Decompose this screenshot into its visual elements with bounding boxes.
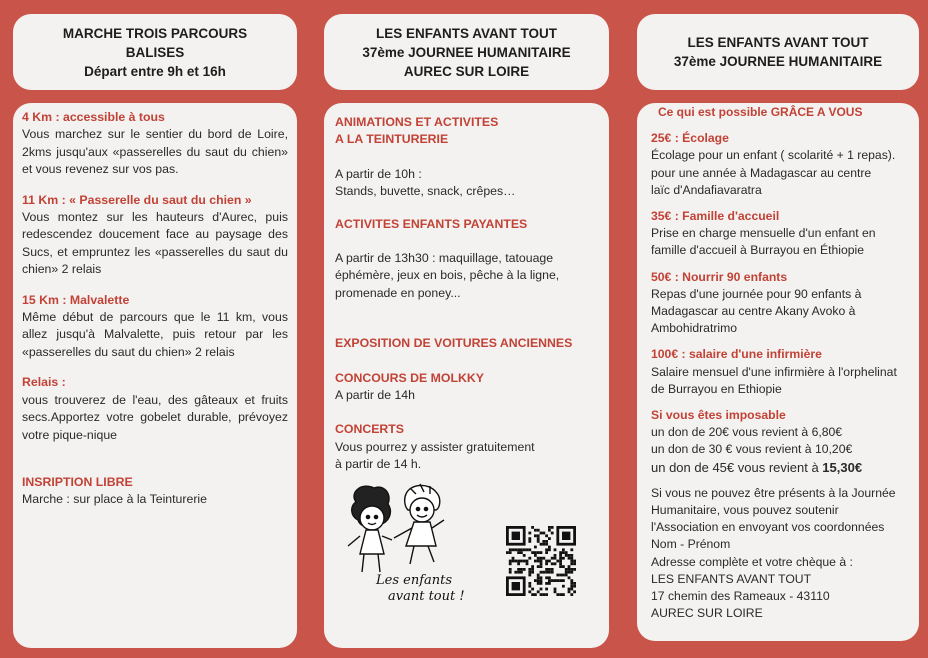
contact-line: l'Association en envoyant vos coordonnées xyxy=(651,520,885,535)
col3-header-line2: 37ème JOURNEE HUMANITAIRE xyxy=(673,54,883,69)
donation-item-line: laïc d'Andafiavaratra xyxy=(651,182,762,197)
route-4km-title: 4 Km : accessible à tous xyxy=(22,110,165,124)
route-4km xyxy=(22,109,288,179)
tax-line3-value: 15,30€ xyxy=(822,459,863,475)
expo-title: EXPOSITION DE VOITURES ANCIENNES xyxy=(335,336,573,351)
donation-item-line: famille d'accueil à Burrayou en Éthiopie xyxy=(651,243,865,258)
donation-item xyxy=(651,130,907,199)
donation-item-line: Salaire mensuel d'une infirmière à l'orphelinat xyxy=(651,364,897,379)
tax-line2: un don de 30 € vous revient à 10,20€ xyxy=(651,442,853,457)
donation-item xyxy=(651,269,907,338)
animations-line1: A partir de 10h : xyxy=(335,166,422,181)
col2-header-line3: AUREC SUR LOIRE xyxy=(403,63,530,79)
contact-line: Si vous ne pouvez être présents à la Journée xyxy=(651,485,896,500)
donation-item-line: Ambohidratrimo xyxy=(651,321,738,336)
donation-item-title: 35€ : Famille d'accueil xyxy=(651,209,780,224)
qr-code[interactable] xyxy=(506,526,576,596)
relais-title: Relais : xyxy=(22,375,66,390)
donation-item-line: Madagascar au centre Akany Avoko à xyxy=(651,304,856,319)
col2-header-line1: LES ENFANTS AVANT TOUT xyxy=(375,25,557,41)
col2-header-line2: 37ème JOURNEE HUMANITAIRE xyxy=(362,44,571,60)
animations-title-2: A LA TEINTURERIE xyxy=(335,132,449,147)
concerts-line1: Vous pourrez y assister gratuitement xyxy=(335,439,535,454)
col1-body-card xyxy=(13,103,297,648)
molkky-title: CONCOURS DE MOLKKY xyxy=(335,370,484,385)
col3-intro: Ce qui est possible GRÂCE A VOUS xyxy=(658,105,863,119)
concerts-line2: à partir de 14 h. xyxy=(335,457,422,472)
route-11km xyxy=(22,192,288,279)
donation-item-title: 25€ : Écolage xyxy=(651,131,729,146)
tax-section xyxy=(651,407,907,476)
col1-header-line2: BALISES xyxy=(125,44,185,60)
animations-line2: Stands, buvette, snack, crêpes… xyxy=(335,184,516,199)
contact-line: AUREC SUR LOIRE xyxy=(651,606,763,621)
donation-item-title: 100€ : salaire d'une infirmière xyxy=(651,347,822,362)
contact-line: LES ENFANTS AVANT TOUT xyxy=(651,571,812,586)
donation-item-line: Repas d'une journée pour 90 enfants à xyxy=(651,286,862,301)
col2-header-card xyxy=(324,14,609,90)
donation-item-line: de Burrayou en Ethiopie xyxy=(651,381,782,396)
molkky-text: A partir de 14h xyxy=(335,388,415,403)
tax-line1: un don de 20€ vous revient à 6,80€ xyxy=(651,425,843,440)
donation-item-line: Écolage pour un enfant ( scolarité + 1 repas). xyxy=(651,148,896,163)
tax-line3-prefix: un don de 45€ vous revient à xyxy=(651,459,823,475)
col3-header-line1: LES ENFANTS AVANT TOUT xyxy=(687,35,869,50)
tax-line3 xyxy=(651,459,907,476)
route-15km-title: 15 Km : Malvalette xyxy=(22,292,130,307)
donation-item-line: pour une année à Madagascar au centre xyxy=(651,165,872,180)
inscription-text: Marche : sur place à la Teinturerie xyxy=(22,492,207,507)
left-child-figure xyxy=(348,486,392,572)
contact-section xyxy=(651,485,907,623)
contact-line: Adresse complète et votre chèque à : xyxy=(651,554,853,569)
tax-title: Si vous êtes imposable xyxy=(651,408,786,423)
relais-text: vous trouverez de l'eau, des gâteaux et fruits secs.Apportez votre gobelet durable, prévoyez votre pique-nique xyxy=(22,392,288,442)
relais-section xyxy=(22,374,288,444)
route-11km-text: Vous montez sur les hauteurs d'Aurec, puis redescendez doucement face au paysage des Sucs, et empruntez les «passerelles du saut du chien» 2 relais xyxy=(22,210,288,277)
inscription-section xyxy=(22,474,288,509)
route-15km xyxy=(22,292,288,362)
logo-text-1: Les enfants xyxy=(376,573,453,588)
logo-text-2: avant tout ! xyxy=(388,589,465,604)
right-child-figure xyxy=(394,484,444,564)
contact-line: Humanitaire, vous pouvez soutenir xyxy=(651,503,839,518)
donation-item xyxy=(651,208,907,260)
concerts-title: CONCERTS xyxy=(335,422,405,437)
inscription-title: INSRIPTION LIBRE xyxy=(22,474,133,489)
donation-item xyxy=(651,346,907,398)
contact-line: 17 chemin des Rameaux - 43110 xyxy=(651,589,830,604)
route-11km-title: 11 Km : « Passerelle du saut du chien » xyxy=(22,192,252,207)
route-4km-text: Vous marchez sur le sentier du bord de Loire, 2kms jusqu'aux «passerelles du saut du chien» et vous revenez sur vos pas. xyxy=(22,127,288,177)
col3-body-card xyxy=(637,103,919,641)
contact-line: Nom - Prénom xyxy=(651,537,731,552)
kids-title: ACTIVITES ENFANTS PAYANTES xyxy=(335,216,528,231)
animations-title-1: ANIMATIONS ET ACTIVITES xyxy=(335,115,499,129)
kids-text: A partir de 13h30 : maquillage, tatouage éphémère, jeux en bois, pêche à la ligne, promenade en poney... xyxy=(335,251,560,300)
col1-header-card xyxy=(13,14,297,90)
donation-item-line: Prise en charge mensuelle d'un enfant en xyxy=(651,226,876,241)
col1-header-line3: Départ entre 9h et 16h xyxy=(84,63,226,79)
children-logo-illustration xyxy=(344,480,465,608)
col3-header-card xyxy=(637,14,919,90)
donation-item-title: 50€ : Nourrir 90 enfants xyxy=(651,269,788,284)
col1-header-line1: MARCHE TROIS PARCOURS xyxy=(62,25,248,41)
route-15km-text: Même début de parcours que le 11 km, vous allez jusqu'à Malvalette, puis retour par les «passerelles du saut du chien» 2 relais xyxy=(22,310,288,359)
